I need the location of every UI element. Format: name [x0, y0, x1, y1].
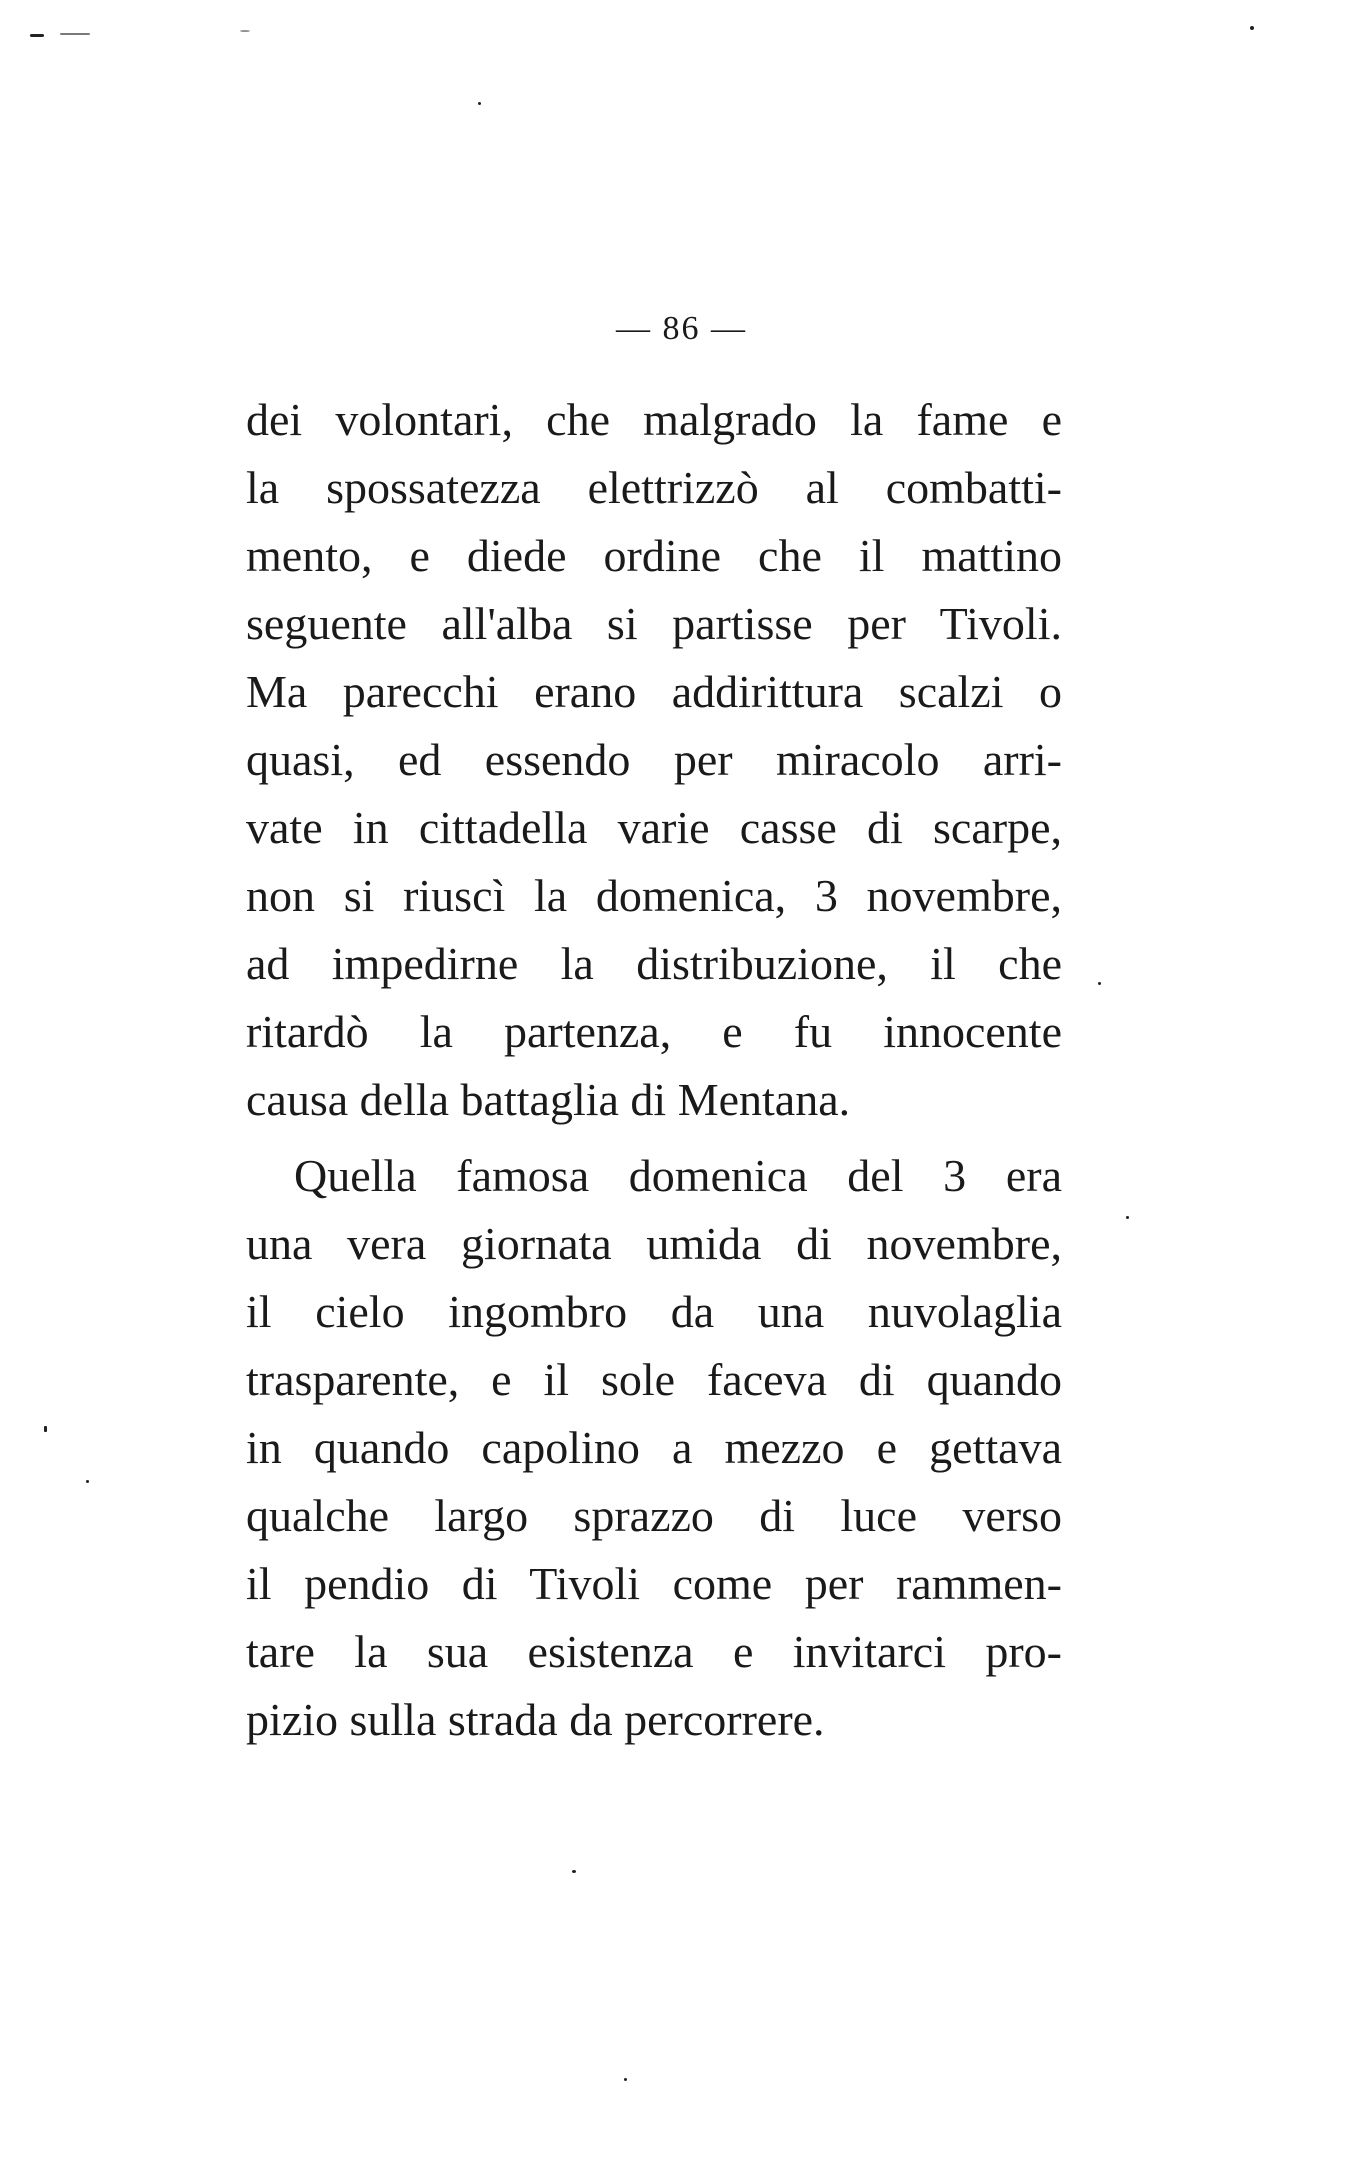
text-line: vate in cittadella varie casse di scarpe,	[246, 802, 1062, 853]
text-line: Ma parecchi erano addirittura scalzi o	[246, 666, 1062, 717]
text-line: pizio sulla strada da percorrere.	[246, 1694, 825, 1745]
text-line: causa della battaglia di Mentana.	[246, 1074, 851, 1125]
text-line: il cielo ingombro da una nuvolaglia	[246, 1286, 1062, 1337]
scan-speck	[624, 2078, 627, 2081]
scan-speck	[1126, 1216, 1129, 1219]
scan-speck	[240, 30, 250, 32]
scan-speck	[44, 1426, 47, 1432]
text-line: una vera giornata umida di novembre,	[246, 1218, 1062, 1269]
text-line: il pendio di Tivoli come per rammen-	[246, 1558, 1062, 1609]
text-line: trasparente, e il sole faceva di quando	[246, 1354, 1062, 1405]
text-line: la spossatezza elettrizzò al combatti-	[246, 462, 1062, 513]
scan-speck	[572, 1870, 576, 1873]
scan-speck	[60, 33, 90, 35]
scan-speck	[30, 34, 44, 37]
text-line: tare la sua esistenza e invitarci pro-	[246, 1626, 1062, 1677]
paragraph	[246, 386, 1062, 1134]
scan-speck	[86, 1480, 89, 1483]
text-line: ritardò la partenza, e fu innocente	[246, 1006, 1062, 1057]
paragraph	[246, 1142, 1062, 1754]
text-line: ad impedirne la distribuzione, il che	[246, 938, 1062, 989]
text-line: qualche largo sprazzo di luce verso	[246, 1490, 1062, 1541]
text-line: Quella famosa domenica del 3 era	[294, 1150, 1062, 1201]
text-line: dei volontari, che malgrado la fame e	[246, 394, 1062, 445]
text-line: in quando capolino a mezzo e gettava	[246, 1422, 1062, 1473]
text-line: seguente all'alba si partisse per Tivoli.	[246, 598, 1062, 649]
scan-speck	[478, 102, 481, 105]
page-number: — 86 —	[616, 310, 747, 347]
text-line: quasi, ed essendo per miracolo arri-	[246, 734, 1062, 785]
scan-speck	[1098, 982, 1101, 985]
text-line: non si riuscì la domenica, 3 novembre,	[246, 870, 1062, 921]
text-line: mento, e diede ordine che il mattino	[246, 530, 1062, 581]
body-text	[246, 386, 1062, 1754]
scan-speck	[1250, 26, 1254, 30]
